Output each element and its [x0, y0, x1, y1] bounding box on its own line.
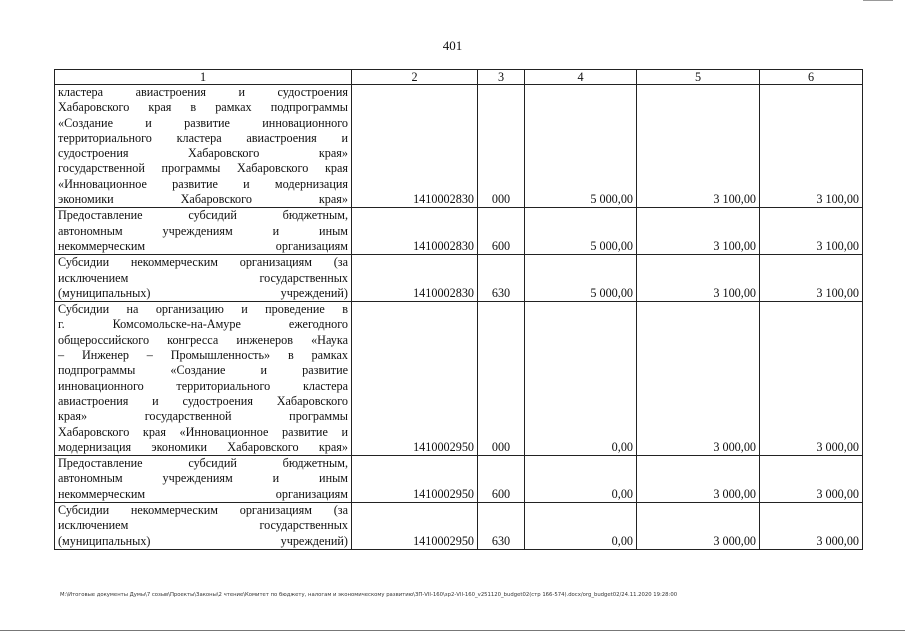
description-line: исключением государственных — [58, 270, 348, 285]
row-expense-type: 600 — [478, 456, 525, 503]
description-line: Субсидии некоммерческим организациям (за — [58, 255, 348, 270]
row-expense-type: 600 — [478, 208, 525, 255]
row-value-col6: 3 000,00 — [760, 503, 863, 550]
description-line: (муниципальных) учреждений) — [58, 285, 348, 300]
row-description — [55, 302, 352, 456]
row-value-col6: 3 000,00 — [760, 456, 863, 503]
row-value-col6: 3 100,00 — [760, 85, 863, 208]
row-value-col5: 3 000,00 — [637, 302, 760, 456]
description-line: кластера авиастроения и судостроения — [58, 85, 348, 99]
description-line: некоммерческим организациям — [58, 238, 348, 253]
header-col-1: 1 — [55, 70, 352, 85]
description-line: «Создание и развитие инновационного — [58, 115, 348, 130]
description-line: некоммерческим организациям — [58, 486, 348, 501]
description-line: авиастроения и судостроения Хабаровского — [58, 393, 348, 408]
description-line: края» государственной программы — [58, 409, 348, 424]
description-line: территориального кластера авиастроения и — [58, 130, 348, 145]
row-expense-type: 630 — [478, 255, 525, 302]
description-line: – Инженер – Промышленность» в рамках — [58, 348, 348, 363]
row-value-col4: 0,00 — [525, 503, 637, 550]
description-line: общероссийского конгресса инженеров «Наука — [58, 332, 348, 347]
row-value-col4: 0,00 — [525, 456, 637, 503]
description-line: судостроения Хабаровского края» — [58, 146, 348, 161]
description-line: «Инновационное развитие и модернизация — [58, 176, 348, 191]
table-row — [55, 302, 863, 456]
description-line: Предоставление субсидий бюджетным, — [58, 456, 348, 471]
scan-edge-line — [0, 630, 905, 631]
table-row — [55, 456, 863, 503]
row-value-col4: 5 000,00 — [525, 255, 637, 302]
description-line: Хабаровского края в рамках подпрограммы — [58, 100, 348, 115]
row-target-code: 1410002950 — [352, 503, 478, 550]
table-row — [55, 208, 863, 255]
row-value-col4: 5 000,00 — [525, 85, 637, 208]
row-description — [55, 85, 352, 208]
row-value-col6: 3 000,00 — [760, 302, 863, 456]
row-value-col6: 3 100,00 — [760, 255, 863, 302]
row-target-code: 1410002950 — [352, 456, 478, 503]
budget-table — [54, 69, 863, 550]
row-description — [55, 208, 352, 255]
header-col-3: 3 — [478, 70, 525, 85]
row-description — [55, 456, 352, 503]
row-value-col4: 5 000,00 — [525, 208, 637, 255]
description-line: г. Комсомольске-на-Амуре ежегодного — [58, 317, 348, 332]
row-value-col6: 3 100,00 — [760, 208, 863, 255]
row-value-col5: 3 000,00 — [637, 456, 760, 503]
row-value-col5: 3 100,00 — [637, 85, 760, 208]
description-line: исключением государственных — [58, 518, 348, 533]
description-line: (муниципальных) учреждений) — [58, 533, 348, 548]
row-target-code: 1410002830 — [352, 255, 478, 302]
table-row — [55, 255, 863, 302]
table-row — [55, 503, 863, 550]
description-line: государственной программы Хабаровского края — [58, 161, 348, 176]
table-row — [55, 85, 863, 208]
row-description — [55, 503, 352, 550]
row-expense-type: 000 — [478, 302, 525, 456]
header-col-6: 6 — [760, 70, 863, 85]
page-number: 401 — [442, 38, 463, 53]
row-description — [55, 255, 352, 302]
row-expense-type: 000 — [478, 85, 525, 208]
header-col-5: 5 — [637, 70, 760, 85]
description-line: Хабаровского края «Инновационное развитие и — [58, 424, 348, 439]
row-value-col4: 0,00 — [525, 302, 637, 456]
document-path-footer: M:\Итоговые документы Думы\7 созыв\Проекты\Законы\2 чтение\Комитет по бюджету, налогам и экономическому развитию\ЗП-VII-160\зр2-VII-160_v251120_budget02(стр 166-574).docx/org_budget02/24.11.2020 19:28:00 — [60, 592, 678, 598]
row-target-code: 1410002830 — [352, 208, 478, 255]
header-col-2: 2 — [352, 70, 478, 85]
description-line: Предоставление субсидий бюджетным, — [58, 208, 348, 223]
row-target-code: 1410002950 — [352, 302, 478, 456]
row-value-col5: 3 100,00 — [637, 208, 760, 255]
description-line: Субсидии на организацию и проведение в — [58, 302, 348, 317]
row-expense-type: 630 — [478, 503, 525, 550]
description-line: Субсидии некоммерческим организациям (за — [58, 503, 348, 518]
description-line: автономным учреждениям и иным — [58, 223, 348, 238]
row-value-col5: 3 000,00 — [637, 503, 760, 550]
row-target-code: 1410002830 — [352, 85, 478, 208]
header-col-4: 4 — [525, 70, 637, 85]
description-line: автономным учреждениям и иным — [58, 471, 348, 486]
row-value-col5: 3 100,00 — [637, 255, 760, 302]
description-line: подпрограммы «Создание и развитие — [58, 363, 348, 378]
description-line: экономики Хабаровского края» — [58, 192, 348, 207]
description-line: модернизация экономики Хабаровского края» — [58, 439, 348, 454]
table-header-row — [55, 70, 863, 85]
description-line: инновационного территориального кластера — [58, 378, 348, 393]
scan-artifact-mark — [863, 0, 893, 1]
